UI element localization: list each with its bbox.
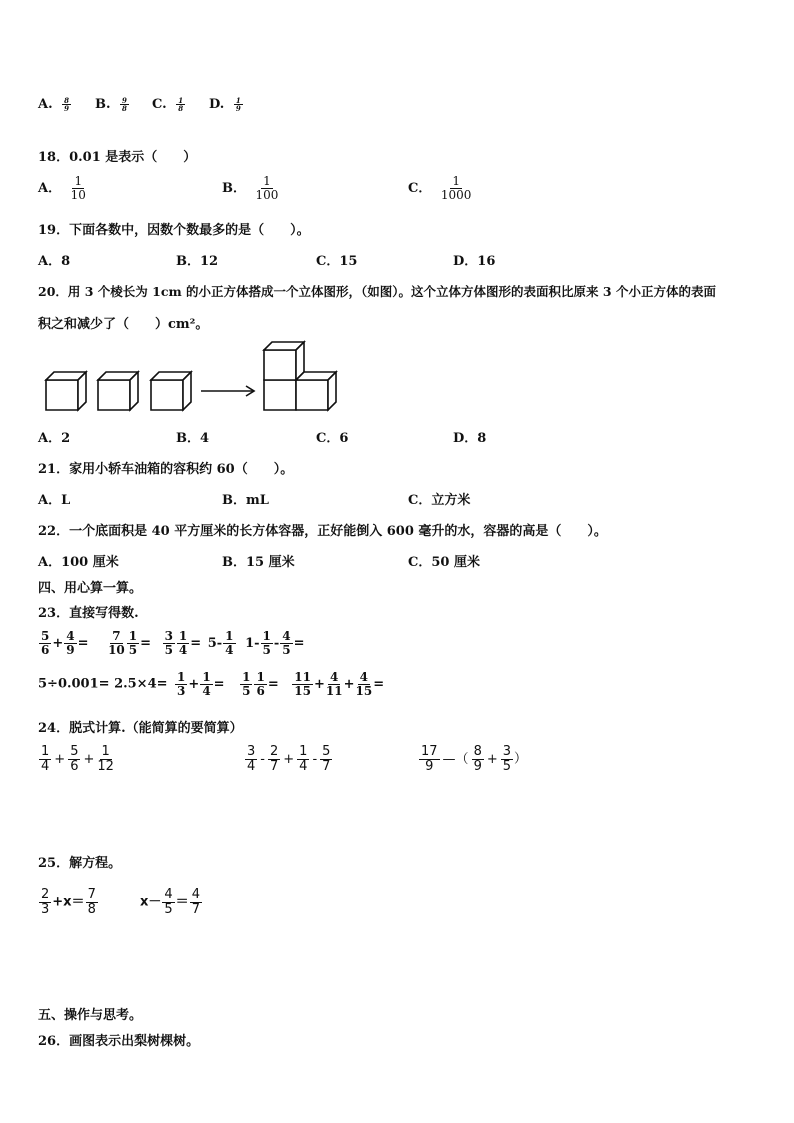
fraction: $\frac{8}{9}$ — [64, 96, 70, 114]
q21-option-b: B．mL — [222, 493, 269, 508]
q19-option-b: B．12 — [176, 254, 219, 269]
q20-option-c: C．6 — [316, 431, 349, 446]
q18-option-a: A． $\frac{1}{10}$ — [38, 174, 86, 202]
q25-stem: 25．解方程。 — [38, 856, 122, 871]
fraction: $\frac{1}{8}$ — [178, 96, 184, 114]
expr-6: $\frac{1}{3}$ + $\frac{1}{4}$ = — [177, 670, 225, 698]
cube-1 — [46, 372, 86, 410]
q24-expr-1: $\frac{1}{4}$ + $\frac{5}{6}$ + $\frac{1}{12}$ — [41, 744, 114, 774]
q17-option-c: C. $\frac{1}{8}$ — [152, 96, 184, 114]
expr-2: $\frac{7}{10}$ $\frac{1}{5}$ = — [108, 629, 152, 657]
q20-option-d: D．8 — [453, 431, 487, 446]
cube-2 — [98, 372, 138, 410]
expr-3: $\frac{3}{5}$ $\frac{1}{4}$ = — [164, 629, 202, 657]
q19-option-c: C．15 — [316, 254, 358, 269]
expr-4: 5- $\frac{1}{4}$ — [207, 629, 234, 657]
q25-equation-2: x－ $\frac{4}{5}$ ＝ $\frac{4}{7}$ — [140, 887, 200, 917]
section-4-heading: 四、用心算一算。 — [38, 581, 143, 596]
fraction: $\frac{9}{8}$ — [122, 96, 127, 114]
q22-option-c: C．50 厘米 — [408, 555, 480, 570]
q23-row2 — [38, 671, 384, 697]
q18-option-b: B． $\frac{1}{100}$ — [222, 174, 279, 202]
q21-option-c: C．立方米 — [408, 493, 471, 508]
q26-stem: 26．画图表示出梨树棵树。 — [38, 1034, 200, 1049]
expr-1: $\frac{5}{6}$ + $\frac{4}{9}$ = — [41, 629, 89, 657]
q25-equation-1: $\frac{2}{3}$ +x＝ $\frac{7}{8}$ — [41, 887, 96, 917]
fraction: $\frac{1}{10}$ — [70, 174, 86, 202]
q20-option-b: B．4 — [176, 431, 210, 446]
q19-option-a: A．8 — [38, 254, 71, 269]
expr-7: $\frac{1}{5}$ $\frac{1}{6}$ = — [242, 670, 279, 698]
fraction: $\frac{1}{9}$ — [235, 96, 241, 114]
q23-stem: 23．直接写得数. — [38, 606, 139, 621]
q20-stem-line2: 积之和减少了（ ）cm²。 — [38, 317, 209, 332]
cube-3 — [151, 372, 191, 410]
q24-expr-2: $\frac{3}{4}$ - $\frac{2}{7}$ + $\frac{1}{4}$ - $\frac{5}{7}$ — [247, 744, 331, 774]
fraction: $\frac{1}{1000}$ — [440, 174, 472, 202]
q24-expr-3: $\frac{17}{9}$ —（ $\frac{8}{9}$ + $\frac{3}{5}$ ） — [421, 744, 528, 774]
q22-stem: 22．一个底面积是 40 平方厘米的长方体容器，正好能倒入 600 毫升的水，容器的高是（ ）。 — [38, 524, 607, 539]
cubes-figure — [40, 338, 340, 414]
q19-option-d: D．16 — [453, 254, 496, 269]
q20-stem-line1: 20．用 3 个棱长为 1cm 的小正方体搭成一个立体图形，（如图）。这个立体方体图形的表面积比原来 3 个小正方体的表面 — [38, 284, 716, 299]
q21-stem: 21．家用小轿车油箱的容积约 60（ ）。 — [38, 462, 294, 477]
q21-option-a: A．L — [38, 493, 71, 508]
q22-option-a: A．100 厘米 — [38, 555, 119, 570]
arrow-icon — [201, 386, 254, 396]
combined-solid — [264, 342, 336, 410]
section-5-heading: 五、操作与思考。 — [38, 1008, 143, 1023]
q20-option-a: A．2 — [38, 431, 71, 446]
q17-option-a: A. $\frac{8}{9}$ — [38, 96, 70, 114]
q18-stem: 18．0.01 是表示（ ） — [38, 150, 197, 165]
expr-5: 1- $\frac{1}{5}$ - $\frac{4}{5}$ = — [245, 629, 305, 657]
fraction: $\frac{1}{100}$ — [255, 174, 279, 202]
q17-option-d: D. $\frac{1}{9}$ — [209, 96, 241, 114]
q18-option-c: C． $\frac{1}{1000}$ — [408, 174, 472, 202]
expr-8: $\frac{11}{15}$ + $\frac{4}{11}$ + $\frac{4}{15}$ = — [294, 670, 385, 698]
expr-text: 5÷0.001= 2.5×4= — [38, 676, 168, 692]
q19-stem: 19．下面各数中，因数个数最多的是（ ）。 — [38, 223, 310, 238]
q23-row1 — [38, 630, 305, 656]
q22-option-b: B．15 厘米 — [222, 555, 295, 570]
q24-stem: 24．脱式计算.（能简算的要简算） — [38, 721, 243, 736]
q17-option-b: B. $\frac{9}{8}$ — [95, 96, 127, 114]
